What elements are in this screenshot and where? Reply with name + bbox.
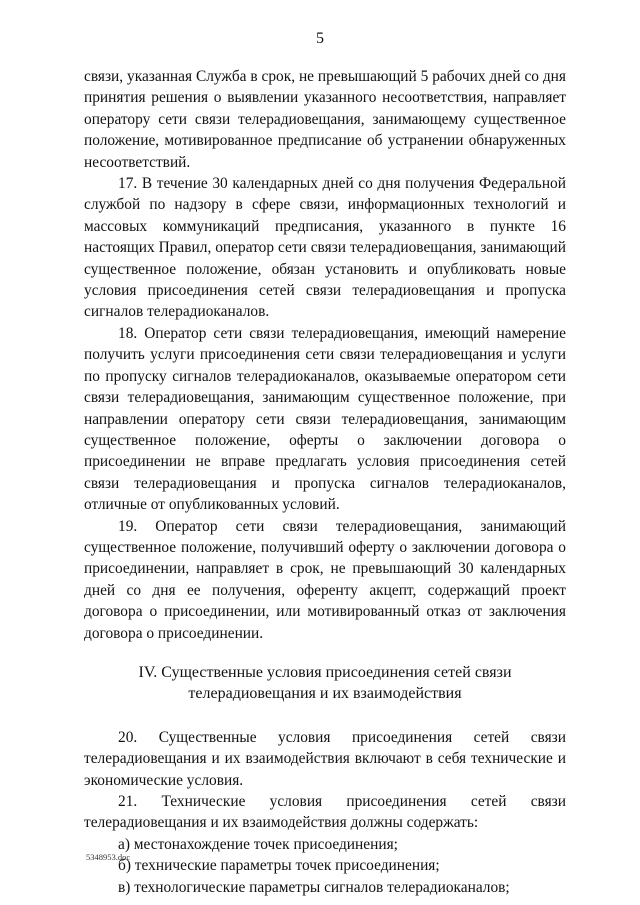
section-heading: IV. Существенные условия присоединения сетей связи телерадиовещания и их взаимодействия (138, 663, 512, 703)
document-body (84, 66, 566, 898)
paragraph-continuation: связи, указанная Служба в срок, не превышающий 5 рабочих дней со дня принятия решения о выявлении указанного несоответствия, направляет оператору сети связи телерадиовещания, занимающему существенное положение, мотивированное предписание об устранении обнаруженных несоответствий. (84, 68, 566, 171)
footer-filename: 5348953.doc (86, 852, 131, 862)
list-item: б) технические параметры точек присоединения; (118, 857, 440, 875)
list-item: а) местонахождение точек присоединения; (118, 835, 398, 853)
paragraph-17: 17. В течение 30 календарных дней со дня получения Федеральной службой по надзору в сфере связи, информационных технологий и массовых коммуникаций предписания, указанного в пункте 16 настоящих Правил, оператор сети связи телерадиовещания, занимающий существенное положение, обязан установить и опубликовать новые условия присоединения сетей связи телерадиовещания и пропуска сигналов телерадиоканалов. (84, 175, 566, 321)
paragraph-18: 18. Оператор сети связи телерадиовещания, имеющий намерение получить услуги присоединения сети связи телерадиовещания и услуги по пропуску сигналов телерадиоканалов, оказываемые оператором сети связи телерадиовещания, занимающим существенное положение, при направлении оператору сети связи телерадиовещания, занимающим существенное положение, оферты о заключении договора о присоединении не вправе предлагать условия присоединения сетей связи телерадиовещания и пропуска сигналов телерадиоканалов, отличные от опубликованных условий. (84, 324, 566, 514)
page-number: 5 (316, 30, 324, 47)
list-item: в) технологические параметры сигналов телерадиоканалов; (118, 878, 510, 896)
paragraph-19: 19. Оператор сети связи телерадиовещания, занимающий существенное положение, получивший оферту о заключении договора о присоединении, направляет в срок, не превышающий 30 календарных дней со дня ее получения, оференту акцепт, содержащий проект договора о присоединении, или мотивированный отказ от заключения договора о присоединении. (84, 517, 566, 642)
paragraph-20: 20. Существенные условия присоединения сетей связи телерадиовещания и их взаимодействия включают в себя технические и экономические условия. (84, 728, 566, 789)
paragraph-21: 21. Технические условия присоединения сетей связи телерадиовещания и их взаимодействия должны содержать: (84, 793, 566, 832)
